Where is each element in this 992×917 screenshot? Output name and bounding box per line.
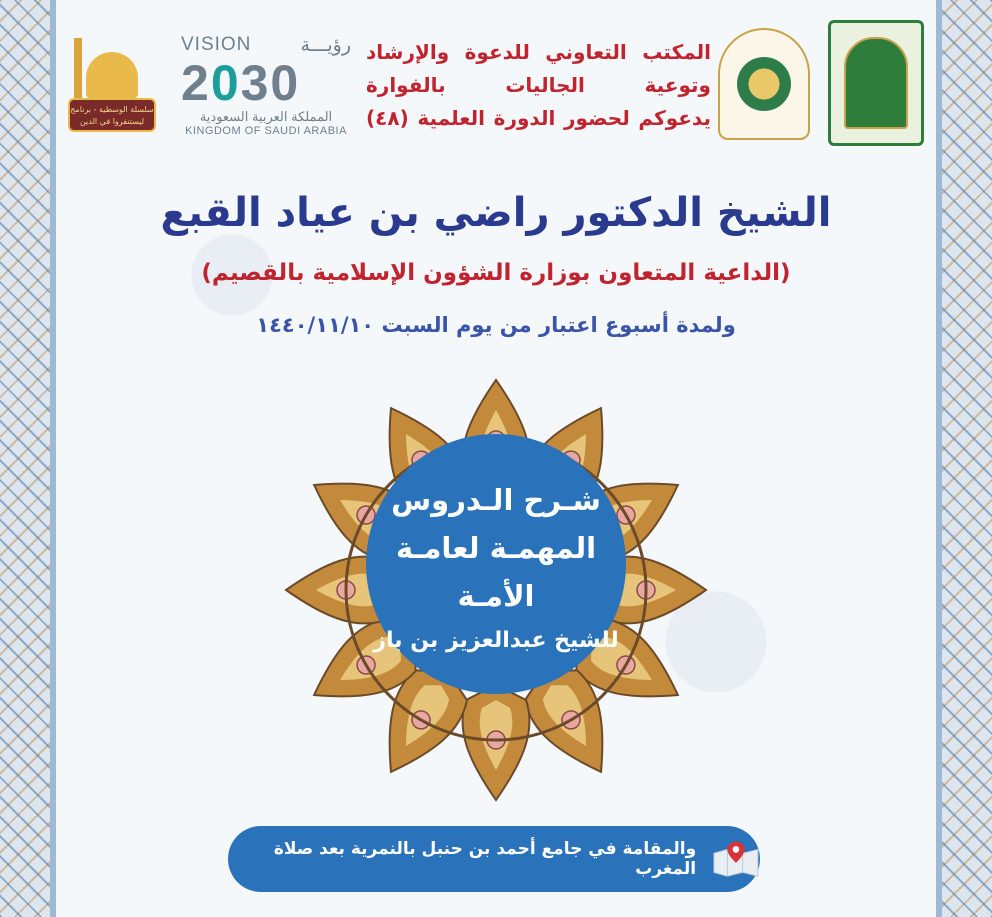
ministry-logo [828, 20, 924, 146]
invitation-text [366, 36, 711, 135]
location-bar [228, 826, 760, 892]
left-ornament-border [0, 0, 56, 917]
course-title-line-1: شـرح الـدروس [391, 482, 601, 517]
office-emblem-icon [737, 57, 791, 111]
invitation-line-3: يدعوكم لحضور الدورة العلمية (٤٨) [366, 106, 711, 130]
series-logo-banner: سلسلة الوسطية - برنامج ليستنفروا في الدين [68, 98, 156, 132]
medallion-petal [463, 685, 530, 800]
vision-country-ar: المملكة العربية السعودية [199, 109, 333, 124]
course-title-circle [366, 434, 626, 694]
course-author: للشيخ عبدالعزيز بن باز [373, 627, 619, 653]
course-title-line-2: المهمـة لعامـة الأمـة [395, 530, 597, 613]
vision-2030-logo [181, 34, 351, 137]
right-ornament-border [936, 0, 992, 917]
location-text: والمقامة في جامع أحمد بن حنبل بالنمرية بعد صلاة المغرب [273, 839, 697, 879]
invitation-line-2: وتوعية الجاليات بالفوارة [366, 73, 711, 97]
vision-label-ar: رؤيـــة [300, 35, 351, 56]
vision-country-en: KINGDOM OF SAUDI ARABIA [185, 125, 347, 137]
lecturer-role: (الداعية المتعاون بوزارة الشؤون الإسلامية بالقصيم) [201, 260, 791, 286]
vision-year: 2030 [181, 55, 301, 111]
mosque-dome-icon [86, 52, 138, 98]
course-duration: ولمدة أسبوع اعتبار من يوم السبت ١٤٤٠/١١/١٠ [256, 313, 736, 337]
office-logo [718, 28, 810, 140]
lecturer-name: الشيخ الدكتور راضي بن عياد القبع [160, 190, 832, 236]
invitation-line-1: المكتب التعاوني للدعوة والإرشاد [366, 40, 711, 64]
ministry-emblem-icon [844, 37, 908, 129]
series-logo [68, 38, 156, 138]
vision-year-emblem: 0 [210, 55, 241, 111]
vision-label-en: VISION [181, 34, 252, 55]
map-pin-icon [712, 839, 760, 879]
